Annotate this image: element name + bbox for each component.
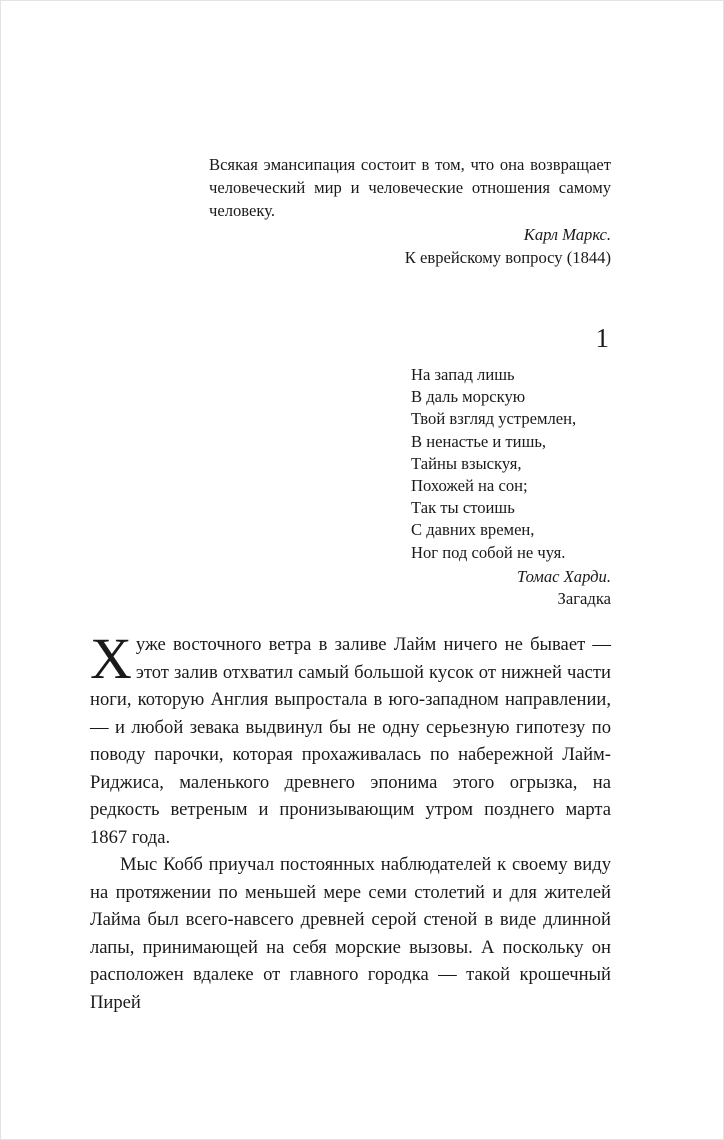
poem-line: С давних времен,: [411, 520, 535, 540]
poem-line: Так ты стоишь: [411, 498, 515, 518]
poem-line: На запад лишь: [411, 365, 515, 384]
paragraph-1-text: уже восточного ветра в заливе Лайм ничего не бывает — этот залив отхватил самый большой кусок от нижней части ноги, которую Англия выпростала в юго-западном направлении, — и любой зевака выдвинул бы не одну серьезную гипотезу по поводу парочки, которая прохаживалась по набережной Лайм-Риджиса, маленького древнего эпонима этого огрызка, на редкость ветреным и пронизывающим утром позднего марта 1867 года.: [90, 634, 611, 848]
epigraph-marx: [209, 153, 611, 269]
paragraph-1: [90, 626, 611, 851]
epigraph-hardy: [411, 364, 611, 610]
chapter-number: 1: [595, 323, 609, 353]
poem-line: В ненастье и тишь,: [411, 431, 547, 451]
poem-line: Тайны взыскуя,: [411, 453, 522, 473]
epigraph-quote: Всякая эмансипация состоит в том, что она возвращает человеческий мир и человеческие отношения самому человеку.: [209, 155, 611, 220]
poem-line: Твой взгляд устремлен,: [411, 409, 577, 429]
poem-line: В даль морскую: [411, 387, 526, 407]
poem: [411, 364, 611, 564]
drop-cap: Х: [90, 626, 132, 691]
paragraph-2: Мыс Кобб приучал постоянных наблюдателей к своему виду на протяжении по меньшей мере семи столетий и для жителей Лайма был всего-навсего древней серой стеной в виде длинной лапы, принимающей на себя морские вызовы. А поскольку он расположен вдалеке от главного городка — такой крошечный Пирей: [90, 854, 611, 1013]
poem-author: Томас Харди.: [516, 566, 611, 586]
poem-source: Загадка: [557, 589, 611, 609]
poem-attribution: [411, 566, 611, 610]
poem-line: Ног под собой не чуя.: [411, 542, 566, 562]
chapter-body: [90, 626, 611, 1016]
epigraph-author: Карл Маркс.: [523, 225, 611, 244]
epigraph-source: К еврейскому вопросу (1844): [404, 248, 611, 267]
poem-line: Похожей на сон;: [411, 476, 528, 496]
epigraph-attribution: [209, 223, 611, 269]
